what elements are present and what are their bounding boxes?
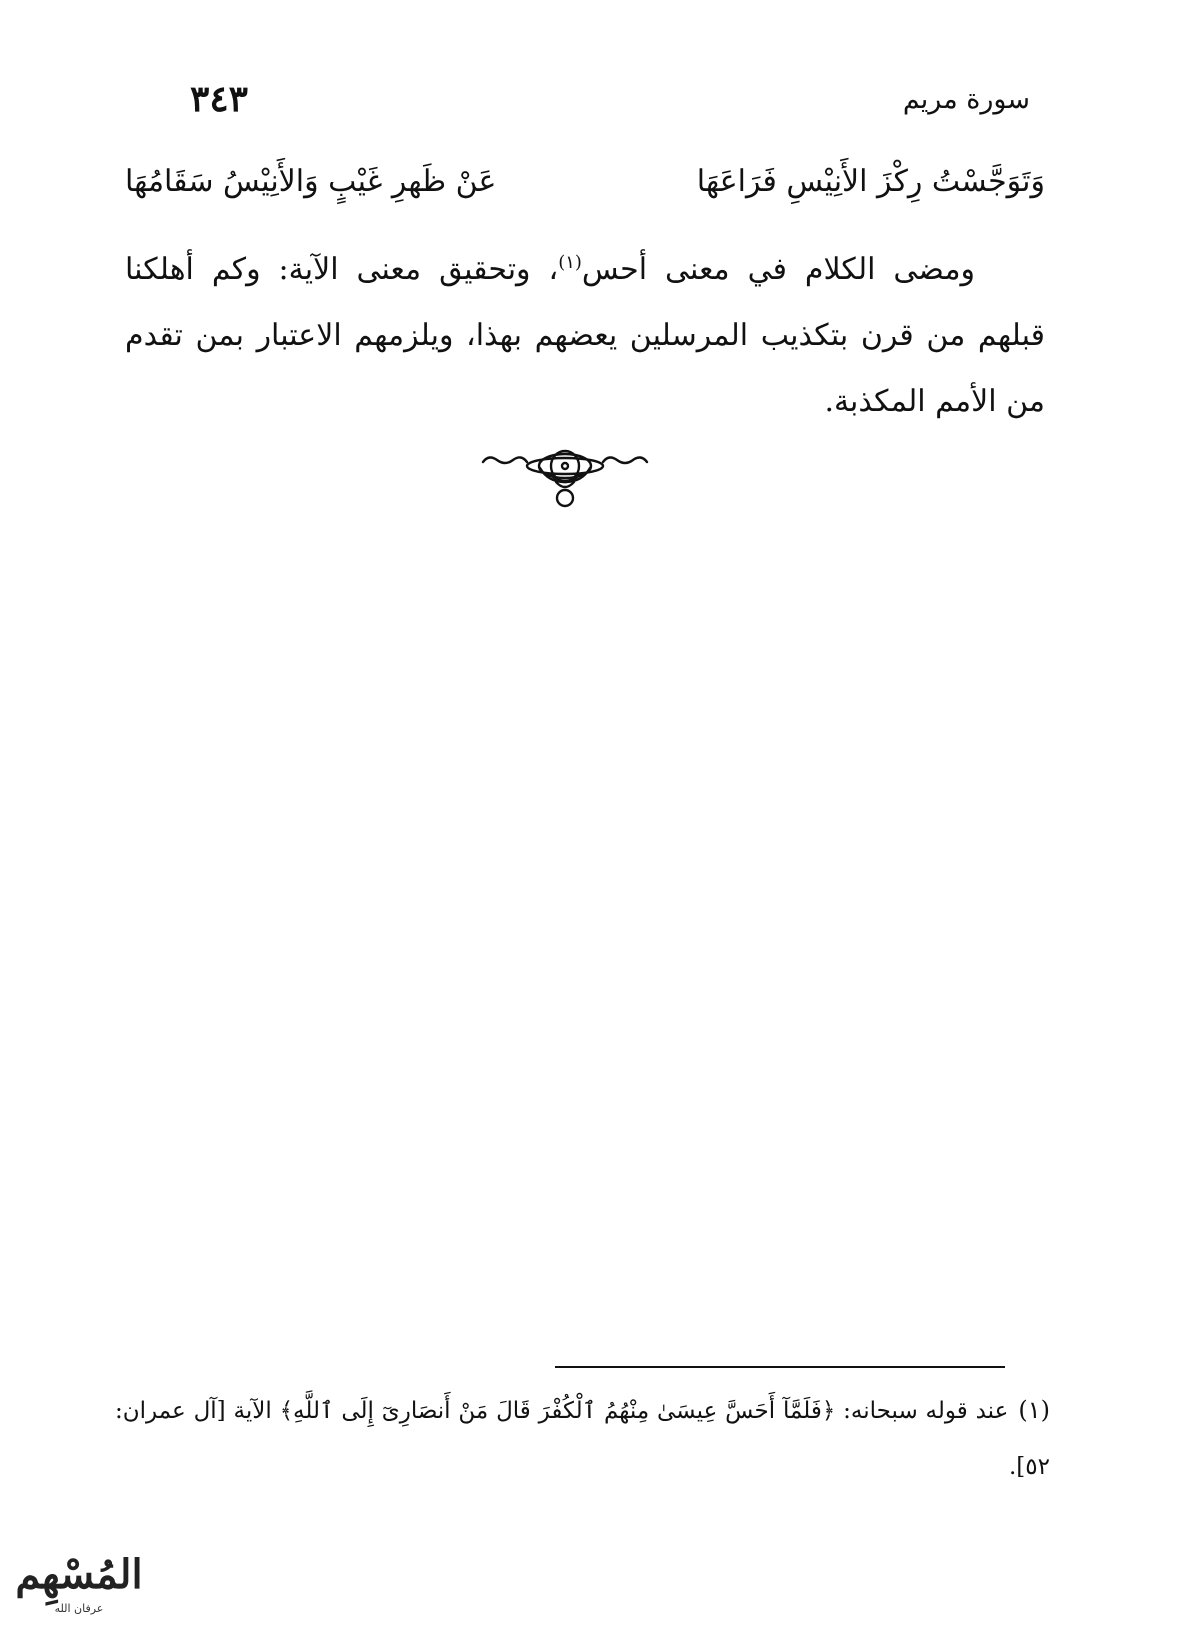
- page-number: ٣٤٣: [190, 78, 249, 120]
- footnote-text: عند قوله سبحانه: ﴿فَلَمَّآ أَحَسَّ عِيسَىٰ مِنْهُمُ ٱلْكُفْرَ قَالَ مَنْ أَنصَارِىٓ إِلَى ٱللَّهِ﴾ الآية [آل عمران: ٥٢].: [115, 1398, 1050, 1480]
- footnote: [115, 1382, 1050, 1495]
- running-title: سورة مريم: [902, 84, 1030, 115]
- footnote-reference[interactable]: (١): [558, 252, 582, 273]
- watermark-subtext: عرفان الله: [54, 1602, 104, 1615]
- body-text-rest: ، وتحقيق معنى الآية: وكم أهلكنا قبلهم من قرن بتكذيب المرسلين يعضهم بهذا، ويلزمهم الاعتبار بمن تقدم من الأمم المكذبة.: [125, 252, 1045, 419]
- body-paragraph: [125, 230, 1045, 435]
- ornament-divider-icon: [480, 448, 650, 513]
- poem-verse: [125, 164, 1045, 224]
- watermark-text: المُسْهِم: [15, 1551, 143, 1598]
- footnote-number: (١): [1018, 1396, 1050, 1424]
- poem-hemistich-second: عَنْ ظَهرِ غَيْبٍ وَالأَنِيْسُ سَقَامُهَا: [125, 164, 497, 199]
- watermark-logo: [14, 1540, 144, 1625]
- page-header: [180, 78, 1030, 128]
- body-text-start: ومضى الكلام في معنى أحس: [581, 252, 975, 287]
- footnote-separator: [555, 1366, 1005, 1368]
- poem-hemistich-first: وَتَوَجَّسْتُ رِكْزَ الأَنِيْسِ فَرَاعَهَا: [696, 164, 1045, 199]
